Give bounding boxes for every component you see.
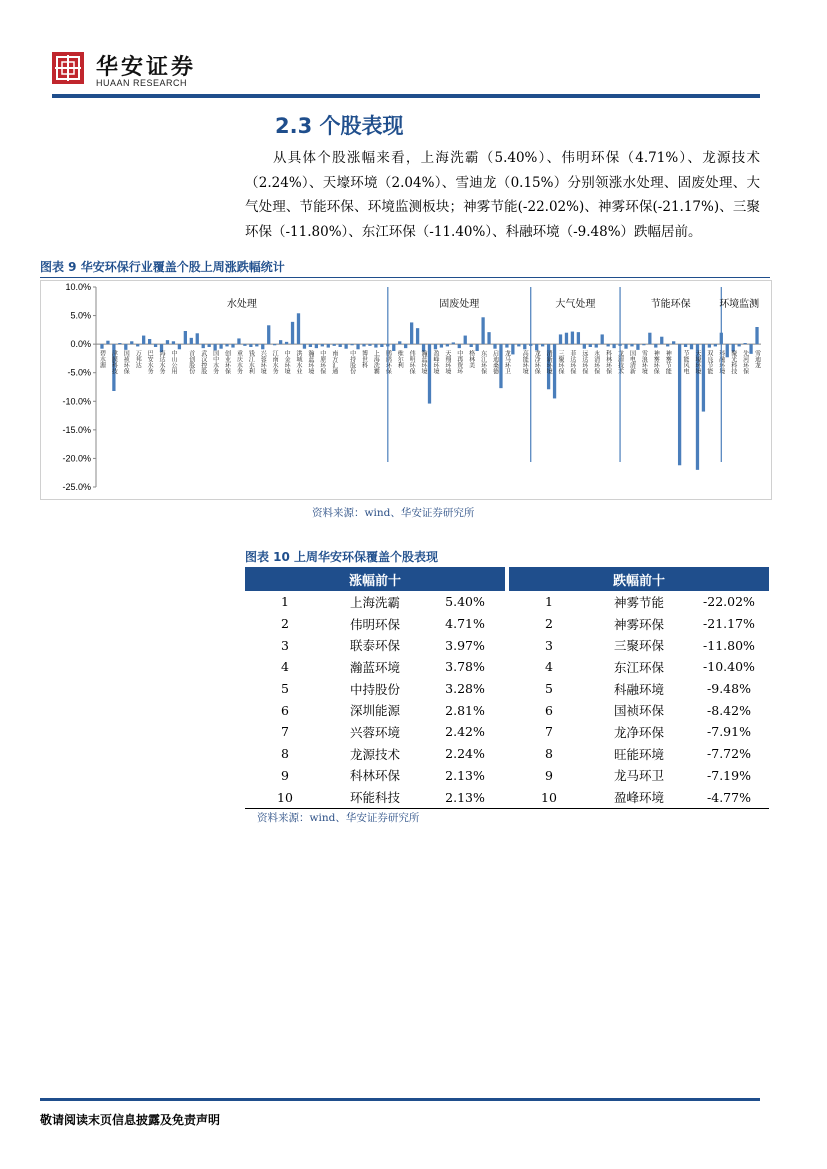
- bar: [368, 344, 371, 346]
- gainer-name: 龙源技术: [349, 746, 400, 762]
- bar: [648, 333, 651, 344]
- loser-rank: 7: [545, 724, 553, 740]
- loser-pct: -7.19%: [707, 767, 751, 783]
- gainer-name: 兴蓉环境: [349, 724, 400, 740]
- x-tick-label: 科融环境: [717, 350, 725, 375]
- x-tick-label: 中金环境: [283, 350, 291, 375]
- bar: [130, 341, 133, 344]
- gainer-rank: 4: [281, 659, 289, 675]
- bar: [291, 322, 294, 344]
- bar: [690, 344, 693, 349]
- gainer-pct: 2.13%: [425, 786, 505, 808]
- gainer-name: 科林环保: [349, 768, 400, 784]
- x-tick-label: 龙马环卫: [503, 350, 511, 375]
- bar: [136, 344, 139, 346]
- x-tick-label: 中山公用: [169, 350, 177, 375]
- bar: [517, 344, 520, 346]
- loser-pct: -22.02%: [703, 594, 755, 610]
- bar: [416, 328, 419, 344]
- x-tick-label: 津膜科技: [110, 350, 118, 375]
- y-tick-label: -10.0%: [62, 396, 91, 407]
- bar: [470, 344, 473, 347]
- bar: [678, 344, 681, 465]
- x-tick-label: 兴蓉环境: [259, 350, 267, 375]
- x-tick-label: 博世科: [360, 350, 368, 369]
- gainer-rank: 6: [281, 702, 289, 718]
- segment-label: 节能环保: [650, 299, 691, 310]
- x-tick-label: 启迪桑德: [491, 350, 499, 375]
- x-tick-label: 武汉控股: [199, 350, 207, 375]
- bar: [315, 344, 318, 348]
- segment-label: 固废处理: [439, 299, 480, 310]
- gainer-rank: 7: [281, 724, 289, 740]
- x-tick-label: 双良节能: [705, 350, 713, 375]
- bar: [630, 344, 633, 346]
- loser-rank: 5: [545, 681, 553, 697]
- x-tick-label: 碧水源: [98, 350, 106, 369]
- table-row: [245, 699, 769, 721]
- figure10-title: 图表 10 上周华安环保覆盖个股表现: [245, 550, 439, 564]
- gainer-pct: 5.40%: [445, 594, 485, 610]
- x-tick-label: 中原环保: [318, 350, 326, 375]
- bar: [285, 342, 288, 344]
- x-tick-label: 格林美: [467, 350, 475, 369]
- bar: [124, 344, 127, 350]
- loser-name: 神雾环保: [613, 616, 664, 632]
- bar: [684, 344, 687, 347]
- bar: [714, 344, 717, 346]
- losers-header: 跌幅前十: [509, 567, 769, 591]
- bar: [672, 341, 675, 344]
- bar: [464, 336, 467, 345]
- footer-disclaimer: 敬请阅读末页信息披露及免责声明: [40, 1113, 221, 1127]
- bar: [452, 342, 455, 344]
- gainer-rank: 5: [281, 681, 289, 697]
- x-tick-label: 菲达环保: [568, 350, 576, 375]
- bar: [476, 344, 479, 351]
- x-tick-label: 雪浪环境: [640, 350, 648, 375]
- bar: [607, 344, 610, 346]
- bar: [654, 344, 657, 347]
- table-row: [245, 765, 769, 787]
- gainer-pct: 3.28%: [445, 681, 485, 697]
- figure9-source: 资料来源：wind、华安证券研究所: [312, 507, 475, 519]
- bar: [202, 344, 205, 348]
- segment-label: 环境监测: [719, 299, 760, 310]
- x-tick-label: 中再资环: [455, 350, 463, 375]
- x-tick-label: 创业环保: [223, 350, 231, 375]
- gainer-pct: 2.81%: [445, 702, 485, 718]
- bar: [303, 344, 306, 349]
- x-tick-label: 东江环保: [479, 350, 487, 375]
- bar: [726, 344, 729, 357]
- x-tick-label: 重庆水务: [235, 350, 243, 375]
- loser-pct: -21.17%: [703, 616, 755, 632]
- bar: [481, 317, 484, 344]
- x-tick-label: 国祯环保: [122, 350, 130, 375]
- gainer-name: 深圳能源: [349, 703, 400, 719]
- bar: [398, 341, 401, 344]
- gainer-pct: 2.24%: [445, 746, 485, 762]
- gainer-rank: 10: [245, 786, 325, 808]
- bar: [190, 338, 193, 344]
- loser-pct: -10.40%: [703, 659, 755, 675]
- gainer-name: 上海洗霸: [349, 594, 400, 610]
- x-tick-label: 万邦达: [134, 350, 142, 369]
- gainer-rank: 3: [281, 637, 289, 653]
- x-tick-label: 巴安水务: [146, 350, 154, 375]
- x-tick-label: 瀚蓝环境: [420, 350, 428, 375]
- gainer-rank: 9: [281, 767, 289, 783]
- bar: [344, 344, 347, 349]
- bar: [410, 322, 413, 344]
- x-tick-label: 盈峰环境: [431, 350, 439, 375]
- x-tick-label: 科林环保: [604, 350, 612, 375]
- loser-rank: 3: [545, 637, 553, 653]
- segment-label: 水处理: [226, 299, 257, 310]
- table-row: [245, 613, 769, 635]
- bar: [339, 344, 342, 347]
- x-tick-label: 神雾环保: [652, 350, 660, 375]
- gainer-pct: 3.97%: [445, 637, 485, 653]
- x-tick-label: 高能环境: [521, 350, 529, 375]
- loser-rank: 2: [545, 616, 553, 632]
- bar: [309, 344, 312, 347]
- bar: [743, 343, 746, 344]
- bar: [142, 336, 145, 345]
- bar: [279, 340, 282, 344]
- bar: [356, 344, 359, 349]
- bar: [583, 344, 586, 349]
- bar: [440, 344, 443, 347]
- loser-name: 国祯环保: [613, 703, 664, 719]
- bar: [184, 331, 187, 344]
- bar: [571, 332, 574, 345]
- x-tick-label: 远达环保: [580, 350, 588, 375]
- logo-seal-icon: [52, 52, 84, 84]
- x-tick-label: 首创股份: [187, 350, 195, 375]
- figure9-title-rule: [40, 277, 770, 278]
- bar: [362, 344, 365, 346]
- gainer-pct: 4.71%: [445, 616, 485, 632]
- bar: [511, 344, 514, 354]
- x-tick-label: 清新环境: [545, 350, 553, 375]
- y-tick-label: 5.0%: [70, 310, 91, 321]
- x-tick-label: 南方汇通: [330, 350, 338, 375]
- gainer-rank: 1: [281, 594, 289, 610]
- bar: [392, 344, 395, 351]
- x-tick-label: 聚光科技: [729, 350, 737, 375]
- bar: [595, 344, 598, 347]
- chart-frame: [40, 280, 772, 500]
- loser-pct: -11.80%: [703, 637, 755, 653]
- bar: [261, 344, 264, 349]
- bar: [660, 337, 663, 344]
- company-logo: [52, 52, 84, 84]
- section-title: 2.3 个股表现: [275, 114, 404, 138]
- loser-rank: 8: [545, 746, 553, 762]
- table-header-row: [245, 567, 769, 591]
- y-tick-label: -5.0%: [67, 367, 91, 378]
- bar: [612, 344, 615, 348]
- x-tick-label: 维尔利: [396, 350, 404, 369]
- gainer-pct: 2.13%: [445, 767, 485, 783]
- x-tick-label: 上海洗霸: [372, 350, 380, 375]
- x-tick-label: 钱江水利: [247, 350, 255, 375]
- bar: [499, 344, 502, 388]
- bar: [333, 344, 336, 346]
- bar: [428, 344, 431, 403]
- x-tick-label: 天翔环境: [443, 350, 451, 375]
- bar: [225, 344, 228, 346]
- logo-english-name: HUAAN RESEARCH: [96, 78, 188, 88]
- loser-name: 盈峰环境: [589, 786, 689, 808]
- x-tick-label: 龙净环保: [533, 350, 541, 375]
- loser-name: 三聚环保: [613, 638, 664, 654]
- x-tick-label: 洪城水业: [294, 350, 302, 375]
- bar: [297, 313, 300, 344]
- bar: [237, 338, 240, 344]
- y-tick-label: -25.0%: [62, 482, 91, 492]
- bar: [172, 341, 175, 344]
- y-tick-label: 10.0%: [65, 282, 91, 292]
- bar: [208, 344, 211, 347]
- bar: [624, 344, 627, 349]
- loser-name: 龙马环卫: [613, 768, 664, 784]
- x-tick-label: 江南水务: [271, 350, 279, 375]
- loser-pct: -8.42%: [707, 702, 751, 718]
- bar: [321, 344, 324, 346]
- bar: [404, 344, 407, 348]
- x-tick-label: 神雾节能: [664, 350, 672, 375]
- bar: [749, 344, 752, 354]
- header-divider: [52, 94, 760, 98]
- x-tick-label: 永清环保: [592, 350, 600, 375]
- footer-divider: [40, 1098, 760, 1101]
- bar: [380, 344, 383, 347]
- bar: [565, 333, 568, 344]
- gainer-rank: 2: [281, 616, 289, 632]
- table-row: [245, 656, 769, 678]
- gainer-name: 中持股份: [349, 681, 400, 697]
- gainers-header: 涨幅前十: [245, 567, 505, 591]
- loser-name: 龙净环保: [613, 724, 664, 740]
- x-tick-label: 龙源技术: [616, 350, 624, 375]
- bar: [196, 333, 199, 344]
- loser-pct: -9.48%: [707, 681, 751, 697]
- x-tick-label: 瀚蓝环境: [306, 350, 314, 375]
- gainer-name: 瀚蓝环境: [349, 659, 400, 675]
- loser-rank: 9: [545, 767, 553, 783]
- loser-rank: 10: [509, 786, 589, 808]
- x-tick-label: 国电清新: [628, 350, 636, 375]
- gainer-name: 伟明环保: [349, 616, 400, 632]
- bar: [702, 344, 705, 411]
- table-row: [245, 786, 769, 808]
- bar: [523, 344, 526, 349]
- bar: [118, 343, 121, 344]
- x-tick-label: 先河环保: [741, 350, 749, 375]
- bar: [505, 344, 508, 347]
- gainer-rank: 8: [281, 746, 289, 762]
- bar: [267, 325, 270, 344]
- loser-pct: -4.77%: [689, 786, 769, 808]
- y-tick-label: -15.0%: [62, 424, 91, 435]
- table-row: [245, 721, 769, 743]
- bar: [493, 344, 496, 349]
- bar: [249, 344, 252, 347]
- bar: [589, 344, 592, 347]
- x-tick-label: 节能风电: [682, 350, 690, 375]
- x-tick-label: 中持股份: [348, 350, 356, 375]
- gainer-pct: 3.78%: [445, 659, 485, 675]
- y-tick-label: 0.0%: [70, 339, 91, 350]
- bar: [166, 340, 169, 344]
- bar: [601, 334, 604, 344]
- bar: [577, 332, 580, 344]
- bar: [553, 344, 556, 398]
- loser-rank: 6: [545, 702, 553, 718]
- bar: [642, 344, 645, 345]
- loser-name: 科融环境: [613, 681, 664, 697]
- bar: [755, 327, 758, 344]
- loser-name: 东江环保: [613, 659, 664, 675]
- loser-rank: 4: [545, 659, 553, 675]
- x-tick-label: 三聚环保: [557, 350, 565, 375]
- bar: [446, 344, 449, 346]
- bar: [374, 344, 377, 347]
- loser-pct: -7.72%: [707, 746, 751, 762]
- segment-label: 大气处理: [555, 299, 596, 310]
- bar: [434, 344, 437, 349]
- bar: [708, 344, 711, 347]
- bar: [458, 344, 461, 348]
- bar: [243, 344, 246, 346]
- bar: [148, 339, 151, 344]
- loser-rank: 1: [545, 594, 553, 610]
- table-row: [245, 678, 769, 700]
- bar: [154, 344, 157, 347]
- section-paragraph: 从具体个股涨幅来看，上海洗霸（5.40%）、伟明环保（4.71%）、龙源技术（2.24%）、天壕环境（2.04%）、雪迪龙（0.15%）分别领涨水处理、固废处理、大气处理、节能环保、环境监测板块；神雾节能(-22.02%)、神雾环保(-21.17%)、三聚环保（-11.80%）、东江环保（-11.40%）、科融环境（-9.48%）跌幅居前。: [245, 150, 760, 240]
- bar-chart: [41, 281, 771, 499]
- bar: [487, 332, 490, 344]
- x-tick-label: 国中水务: [211, 350, 219, 375]
- bar: [350, 344, 353, 345]
- x-tick-label: 鹏鹞环保: [384, 350, 392, 375]
- table-row: [245, 591, 769, 613]
- bar: [666, 344, 669, 346]
- x-tick-label: 伟明环保: [408, 350, 416, 375]
- bar: [273, 344, 276, 345]
- bar: [178, 344, 181, 349]
- bar: [327, 344, 330, 347]
- figure9-title: 图表 9 华安环保行业覆盖个股上周涨跌幅统计: [40, 260, 285, 274]
- figure10-source: 资料来源：wind、华安证券研究所: [257, 812, 420, 824]
- bar: [636, 344, 639, 350]
- y-tick-label: -20.0%: [62, 453, 91, 464]
- gainer-name: 联泰环保: [349, 638, 400, 654]
- x-tick-label: 雪迪龙: [753, 350, 761, 369]
- loser-name: 旺能环境: [613, 746, 664, 762]
- x-tick-label: 海达水务: [158, 350, 166, 375]
- bar: [541, 344, 544, 346]
- loser-name: 神雾节能: [613, 594, 664, 610]
- logo-chinese-name: 华安证券: [96, 54, 197, 80]
- table-row: [245, 634, 769, 656]
- table-row: [245, 743, 769, 765]
- loser-pct: -7.91%: [707, 724, 751, 740]
- bar: [559, 334, 562, 344]
- bar: [231, 344, 234, 347]
- bar: [255, 344, 258, 346]
- bar: [738, 344, 741, 346]
- performance-table: [245, 567, 769, 809]
- x-tick-label: 天壕环境: [693, 350, 701, 375]
- bar: [100, 344, 103, 349]
- bar: [219, 344, 222, 349]
- bar: [106, 341, 109, 344]
- gainer-name: 环能科技: [325, 786, 425, 808]
- gainer-pct: 2.42%: [445, 724, 485, 740]
